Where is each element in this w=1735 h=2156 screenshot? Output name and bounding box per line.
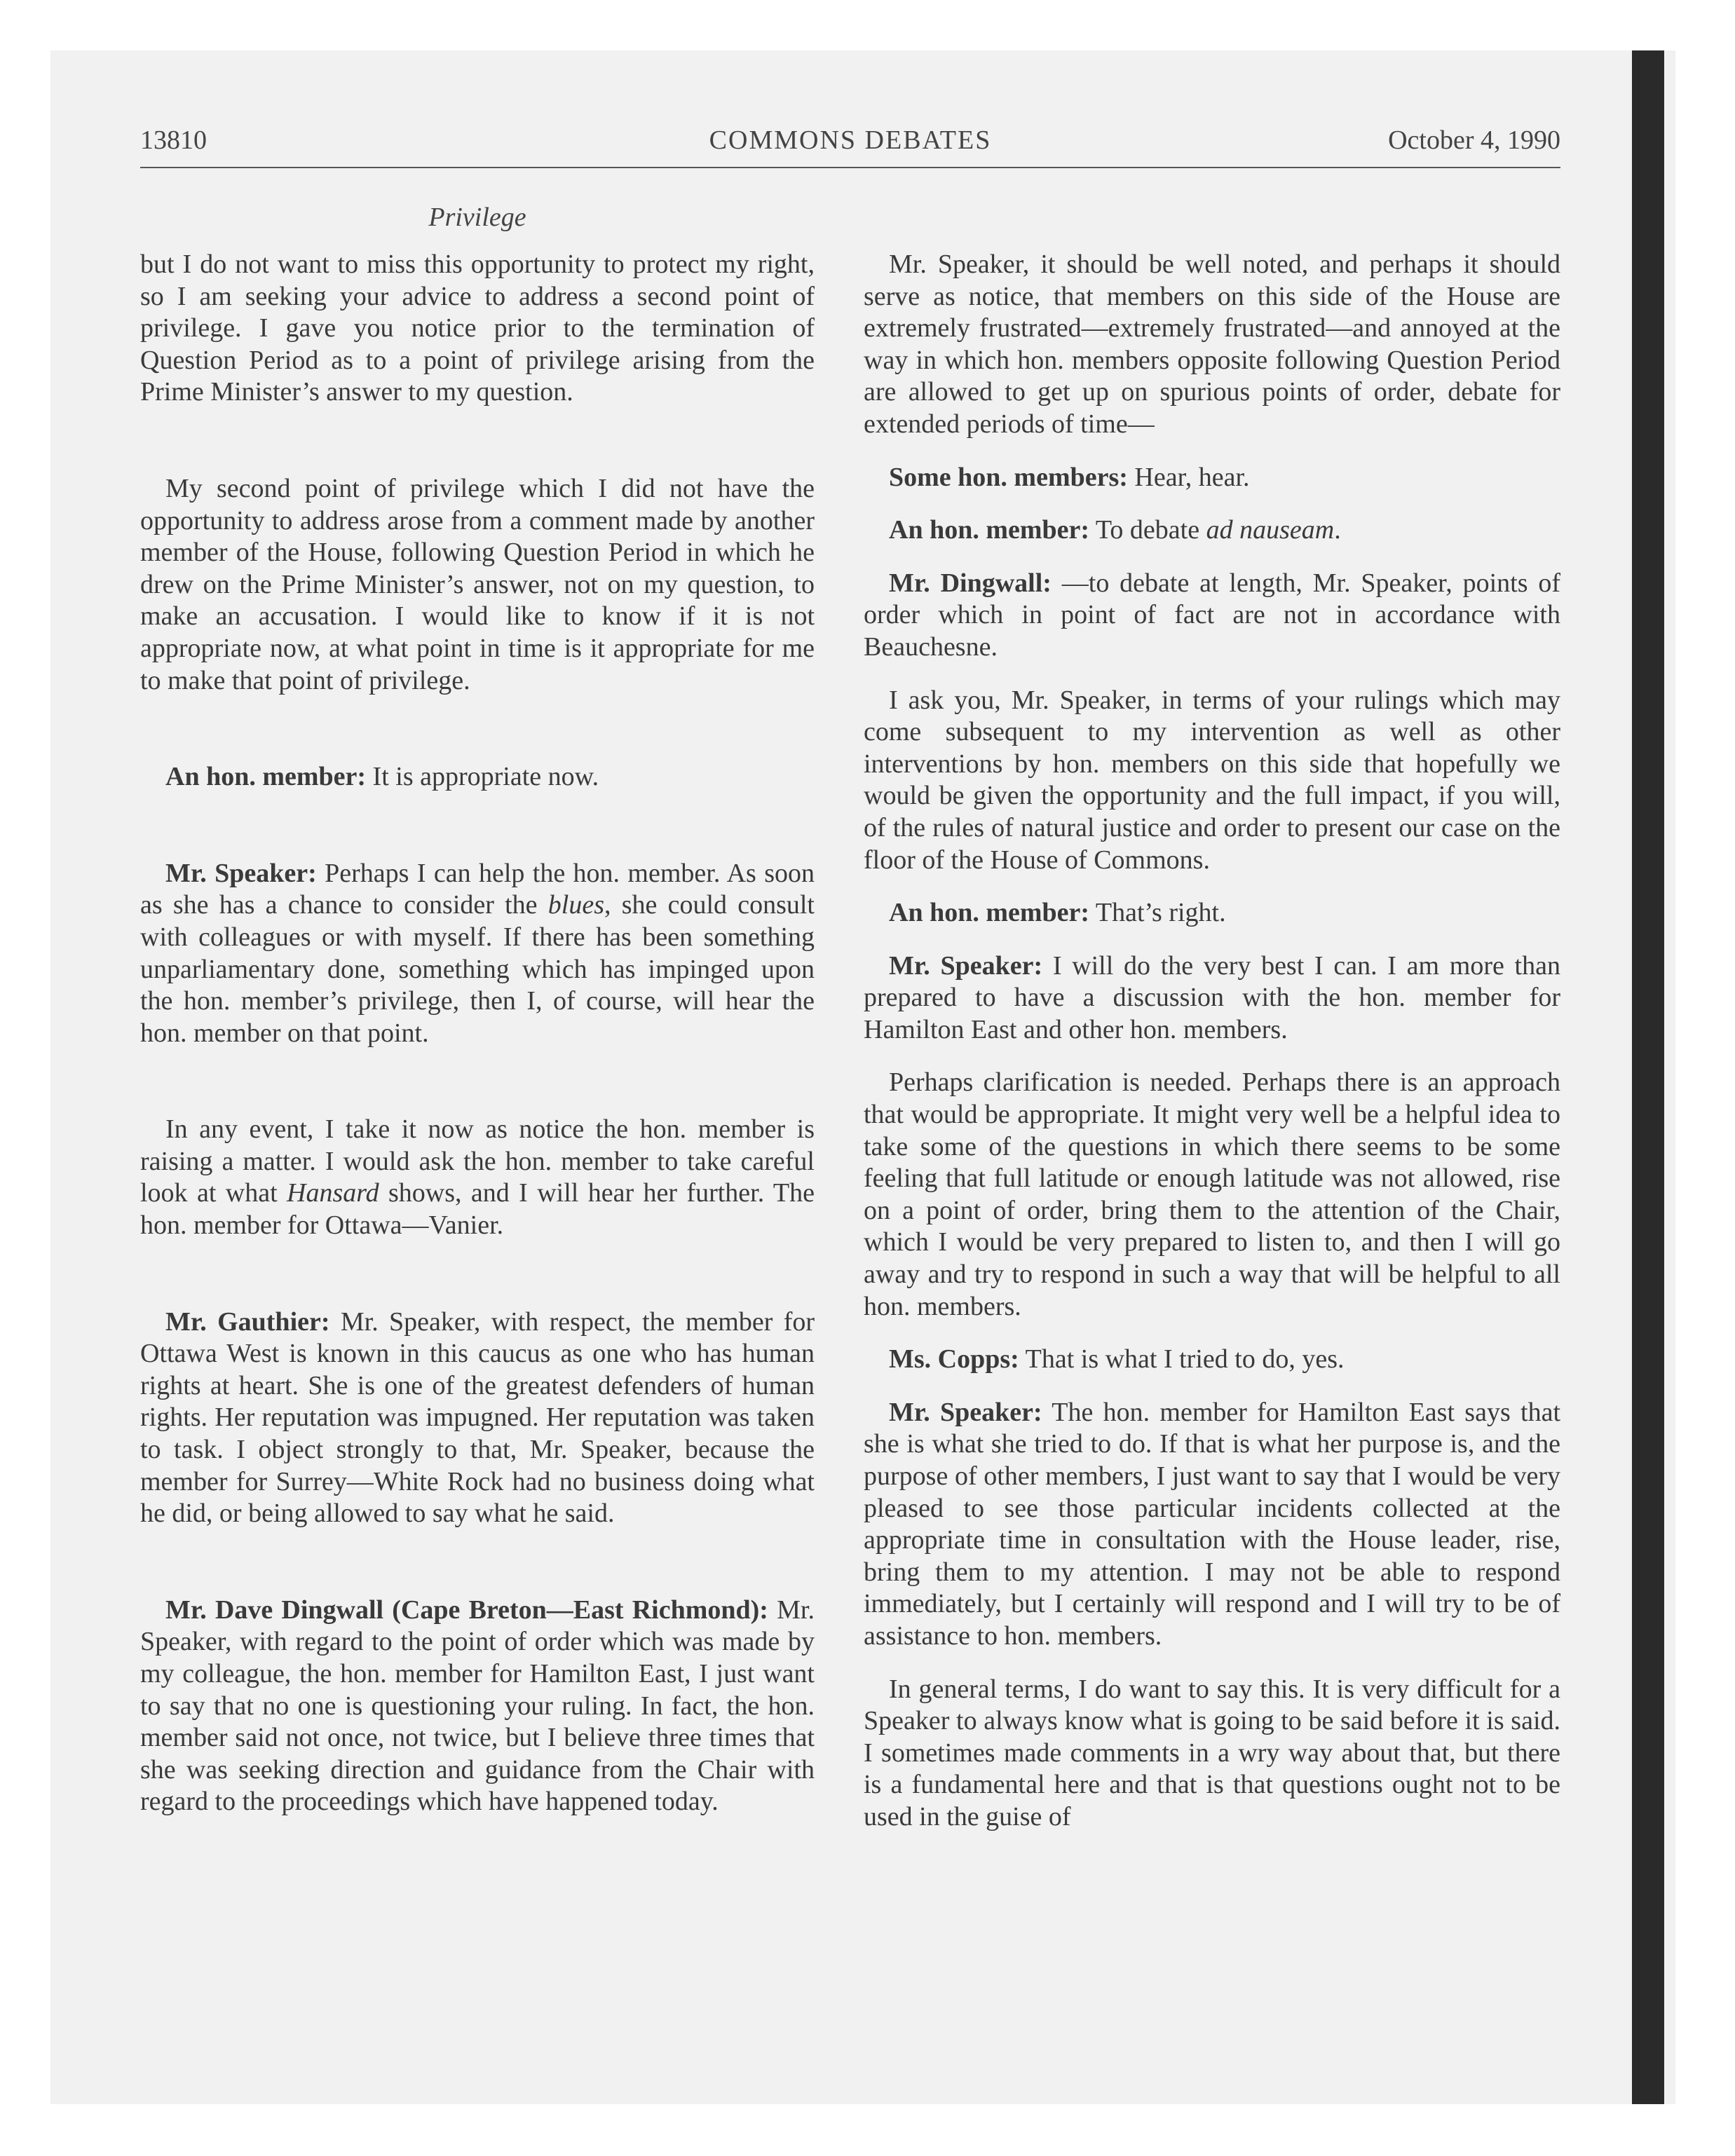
speech: Some hon. members: Hear, hear. (889, 462, 1250, 492)
paragraph: Perhaps clarification is needed. Perhaps there is an approach that would be appropriate. It might very well be a helpful idea to take some of the questions in which there seems to be some feeling that full latitude or enough latitude was not allowed, rise on a point of order, bring them to the attention of the Chair, which I would be very prepared to listen to, and then I will go away and try to respond in such a way that will be helpful to all hon. members. (864, 1067, 1560, 1321)
speech: An hon. member: It is appropriate now. (165, 762, 599, 792)
speaker-name: Mr. Gauthier: (165, 1306, 330, 1337)
speaker-name: Mr. Speaker: (165, 858, 317, 888)
speaker-name: Mr. Dave Dingwall (Cape Breton—East Richmond): (165, 1595, 768, 1625)
publication-title: COMMONS DEBATES (709, 125, 992, 155)
page-number: 13810 (140, 125, 207, 155)
paragraph: My second point of privilege which I did not have the opportunity to address arose from a comment made by another member of the House, following Question Period in which he drew on the Prime Minister’s answer, not on my question, to make an accusation. I would like to know if it is not appropriate now, at what point in time is it appropriate for me to make that point of privilege. (140, 473, 815, 695)
speaker-name: An hon. member: (889, 898, 1090, 928)
speaker-name: An hon. member: (165, 762, 367, 792)
speech: An hon. member: That’s right. (889, 898, 1226, 928)
left-column (140, 249, 815, 1883)
paragraph: In any event, I take it now as notice the hon. member is raising a matter. I would ask the hon. member to take careful look at what Hansard shows, and I will hear her further. The hon. member for Ottawa—Vanier. (140, 1114, 815, 1241)
header-rule (140, 167, 1560, 168)
speech: Mr. Dingwall: —to debate at length, Mr. Speaker, points of order which in point of fact are not in accordance with Beauchesne. (864, 568, 1561, 662)
speech: Mr. Speaker: The hon. member for Hamilton East says that she is what she tried to do. If that is what her purpose is, and the purpose of other members, I just want to say that I would be very pleased to see those particular incidents collected at the appropriate time in consultation with the House leader, rise, bring them to my attention. I may not be able to respond immediately, but I certainly will respond and I will try to be of assistance to hon. members. (864, 1397, 1560, 1651)
speaker-name: Some hon. members: (889, 462, 1128, 492)
paragraph: I ask you, Mr. Speaker, in terms of your rulings which may come subsequent to my intervention as well as other interventions by hon. members on this side that hopefully we would be given the opportunity and the full impact, if you will, of the rules of natural justice and order to present our case on the floor of the House of Commons. (864, 685, 1560, 875)
speech: Mr. Speaker: I will do the very best I can. I am more than prepared to have a discussion with the hon. member for Hamilton East and other hon. members. (864, 950, 1560, 1044)
publication-date: October 4, 1990 (1388, 125, 1560, 155)
paragraph: but I do not want to miss this opportunity to protect my right, so I am seeking your advice to address a second point of privilege. I gave you notice prior to the termination of Question Period as to a point of privilege arising from the Prime Minister’s answer to my question. (140, 250, 815, 407)
speech: Mr. Gauthier: Mr. Speaker, with respect, the member for Ottawa West is known in this caucus as one who has human rights at heart. She is one of the greatest defenders of human rights. Her reputation was impugned. Her reputation was taken to task. I object strongly to that, Mr. Speaker, because the member for Surrey—White Rock had no business doing what he did, or being allowed to say what he said. (140, 1306, 815, 1529)
running-head: Privilege (428, 203, 526, 232)
speech: Mr. Speaker: Perhaps I can help the hon. member. As soon as she has a chance to consider the blues, she could consult with colleagues or with myself. If there has been something unparliamentary done, something which has impinged upon the hon. member’s privilege, then I, of course, will hear the hon. member on that point. (140, 858, 815, 1048)
paragraph: In general terms, I do want to say this. It is very difficult for a Speaker to always know what is going to be said before it is said. I sometimes made comments in a wry way about that, but there is a fundamental here and that is that questions ought not to be used in the guise of (864, 1674, 1560, 1831)
right-column (864, 249, 1560, 1855)
speaker-name: An hon. member: (889, 515, 1090, 545)
paragraph: Mr. Speaker, it should be well noted, and perhaps it should serve as notice, that members on this side of the House are extremely frustrated—extremely frustrated—and annoyed at the way in which hon. members opposite following Question Period are allowed to get up on spurious points of order, debate for extended periods of time— (864, 250, 1560, 439)
speech: Ms. Copps: That is what I tried to do, yes. (889, 1344, 1345, 1374)
page-header (140, 125, 1560, 167)
speech: Mr. Dave Dingwall (Cape Breton—East Richmond): Mr. Speaker, with regard to the point of order which was made by my colleague, the hon. member for Hamilton East, I just want to say that no one is questioning your ruling. In fact, the hon. member said not once, not twice, but I believe three times that she was seeking direction and guidance from the Chair with regard to the proceedings which have happened today. (140, 1595, 815, 1817)
speech: An hon. member: To debate ad nauseam. (889, 515, 1341, 545)
speaker-name: Mr. Speaker: (889, 950, 1043, 981)
speaker-name: Mr. Dingwall: (889, 568, 1052, 598)
speaker-name: Mr. Speaker: (889, 1397, 1042, 1427)
scan-edge-shadow (1632, 50, 1664, 2104)
speaker-name: Ms. Copps: (889, 1344, 1019, 1374)
